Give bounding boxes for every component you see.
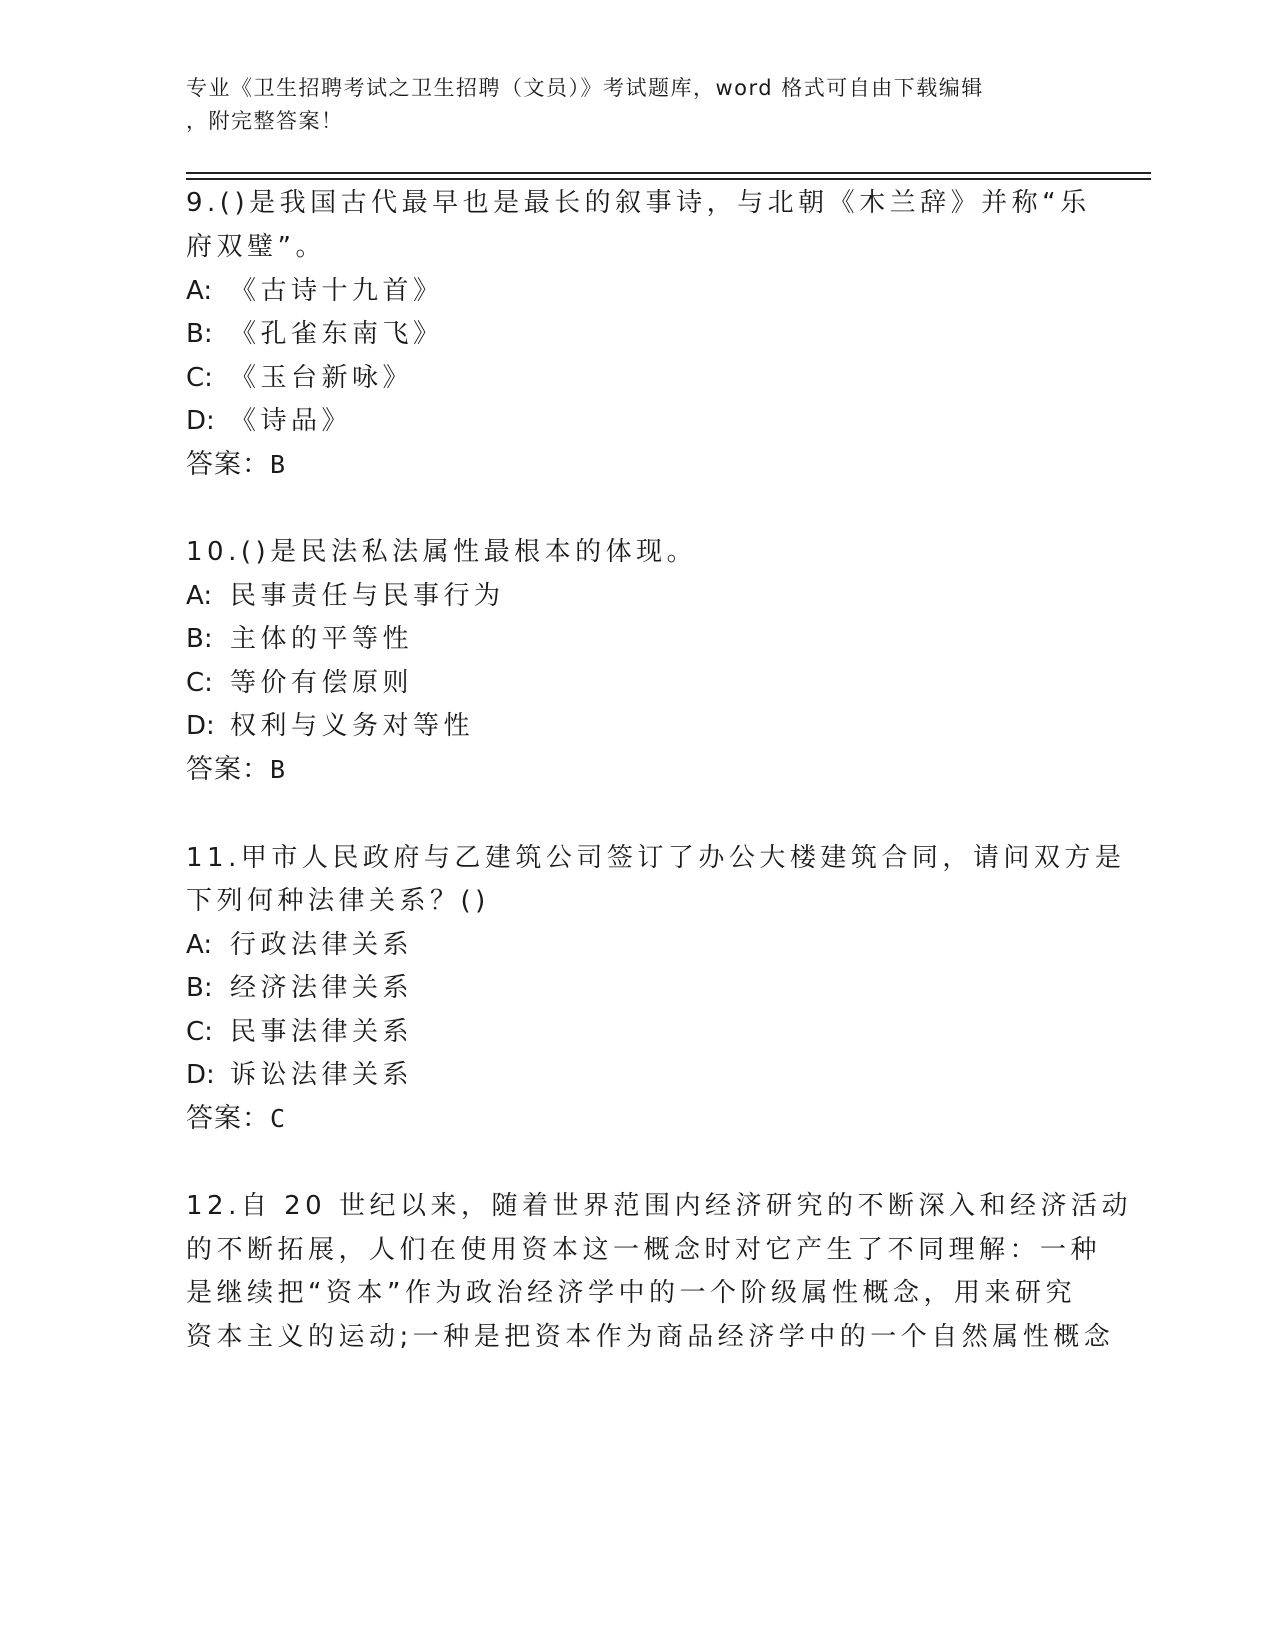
- option-letter: B:: [186, 624, 213, 654]
- option-c: [186, 365, 413, 391]
- option-letter: D:: [186, 711, 215, 741]
- option-letter: A:: [186, 276, 213, 306]
- option-text: 民事法律关系: [230, 1017, 414, 1047]
- option-letter: C:: [186, 1017, 213, 1047]
- option-letter: C:: [186, 363, 213, 393]
- option-text: 诉讼法律关系: [230, 1060, 414, 1090]
- question-text: 资本主义的运动;一种是把资本作为商品经济学中的一个自然属性概念: [186, 1322, 1115, 1352]
- option-text: 等价有偿原则: [230, 668, 414, 698]
- option-text: 《古诗十九首》: [230, 276, 444, 306]
- header-divider: [186, 172, 1151, 174]
- option-b: [186, 975, 413, 1001]
- answer-label: 答案：: [186, 449, 270, 480]
- option-d: [186, 1062, 413, 1088]
- option-a: [186, 278, 444, 304]
- option-letter: A:: [186, 581, 213, 611]
- option-letter: C:: [186, 668, 213, 698]
- answer-line: [186, 1105, 286, 1132]
- option-c: [186, 670, 413, 696]
- question-text: 下列何种法律关系？(): [186, 886, 490, 916]
- answer-line: [186, 451, 286, 478]
- question-text: 12.自 20 世纪以来，随着世界范围内经济研究的不断深入和经济活动: [186, 1191, 1132, 1221]
- option-letter: B:: [186, 319, 213, 349]
- answer-line: [186, 756, 286, 783]
- header-title-line-1: 专业《卫生招聘考试之卫生招聘（文员）》考试题库，word 格式可自由下载编辑: [186, 76, 984, 100]
- option-c: [186, 1019, 413, 1045]
- option-text: 行政法律关系: [230, 930, 414, 960]
- option-text: 民事责任与民事行为: [230, 581, 505, 611]
- answer-value: B: [270, 755, 287, 784]
- option-text: 《孔雀东南飞》: [230, 319, 444, 349]
- option-text: 《诗品》: [230, 406, 353, 436]
- option-letter: A:: [186, 930, 213, 960]
- answer-value: C: [270, 1104, 287, 1133]
- option-a: [186, 583, 505, 609]
- option-a: [186, 932, 413, 958]
- question-text: 10.()是民法私法属性最根本的体现。: [186, 537, 698, 567]
- option-text: 权利与义务对等性: [230, 711, 475, 741]
- option-letter: D:: [186, 406, 215, 436]
- answer-value: B: [270, 450, 287, 479]
- question-text: 府双璧”。: [186, 232, 326, 262]
- question-text: 是继续把“资本”作为政治经济学中的一个阶级属性概念，用来研究: [186, 1278, 1076, 1308]
- header-title-line-2: ，附完整答案！: [186, 109, 344, 133]
- option-text: 经济法律关系: [230, 973, 414, 1003]
- answer-label: 答案：: [186, 1103, 270, 1134]
- option-letter: B:: [186, 973, 213, 1003]
- answer-label: 答案：: [186, 754, 270, 785]
- question-text: 的不断拓展，人们在使用资本这一概念时对它产生了不同理解：一种: [186, 1235, 1102, 1265]
- option-text: 主体的平等性: [230, 624, 414, 654]
- option-b: [186, 626, 413, 652]
- option-d: [186, 408, 352, 434]
- option-text: 《玉台新咏》: [230, 363, 414, 393]
- option-letter: D:: [186, 1060, 215, 1090]
- option-b: [186, 321, 444, 347]
- question-text: 11.甲市人民政府与乙建筑公司签订了办公大楼建筑合同，请问双方是: [186, 843, 1126, 873]
- header-divider: [186, 178, 1151, 180]
- question-text: 9.()是我国古代最早也是最长的叙事诗，与北朝《木兰辞》并称“乐: [186, 188, 1091, 218]
- option-d: [186, 713, 474, 739]
